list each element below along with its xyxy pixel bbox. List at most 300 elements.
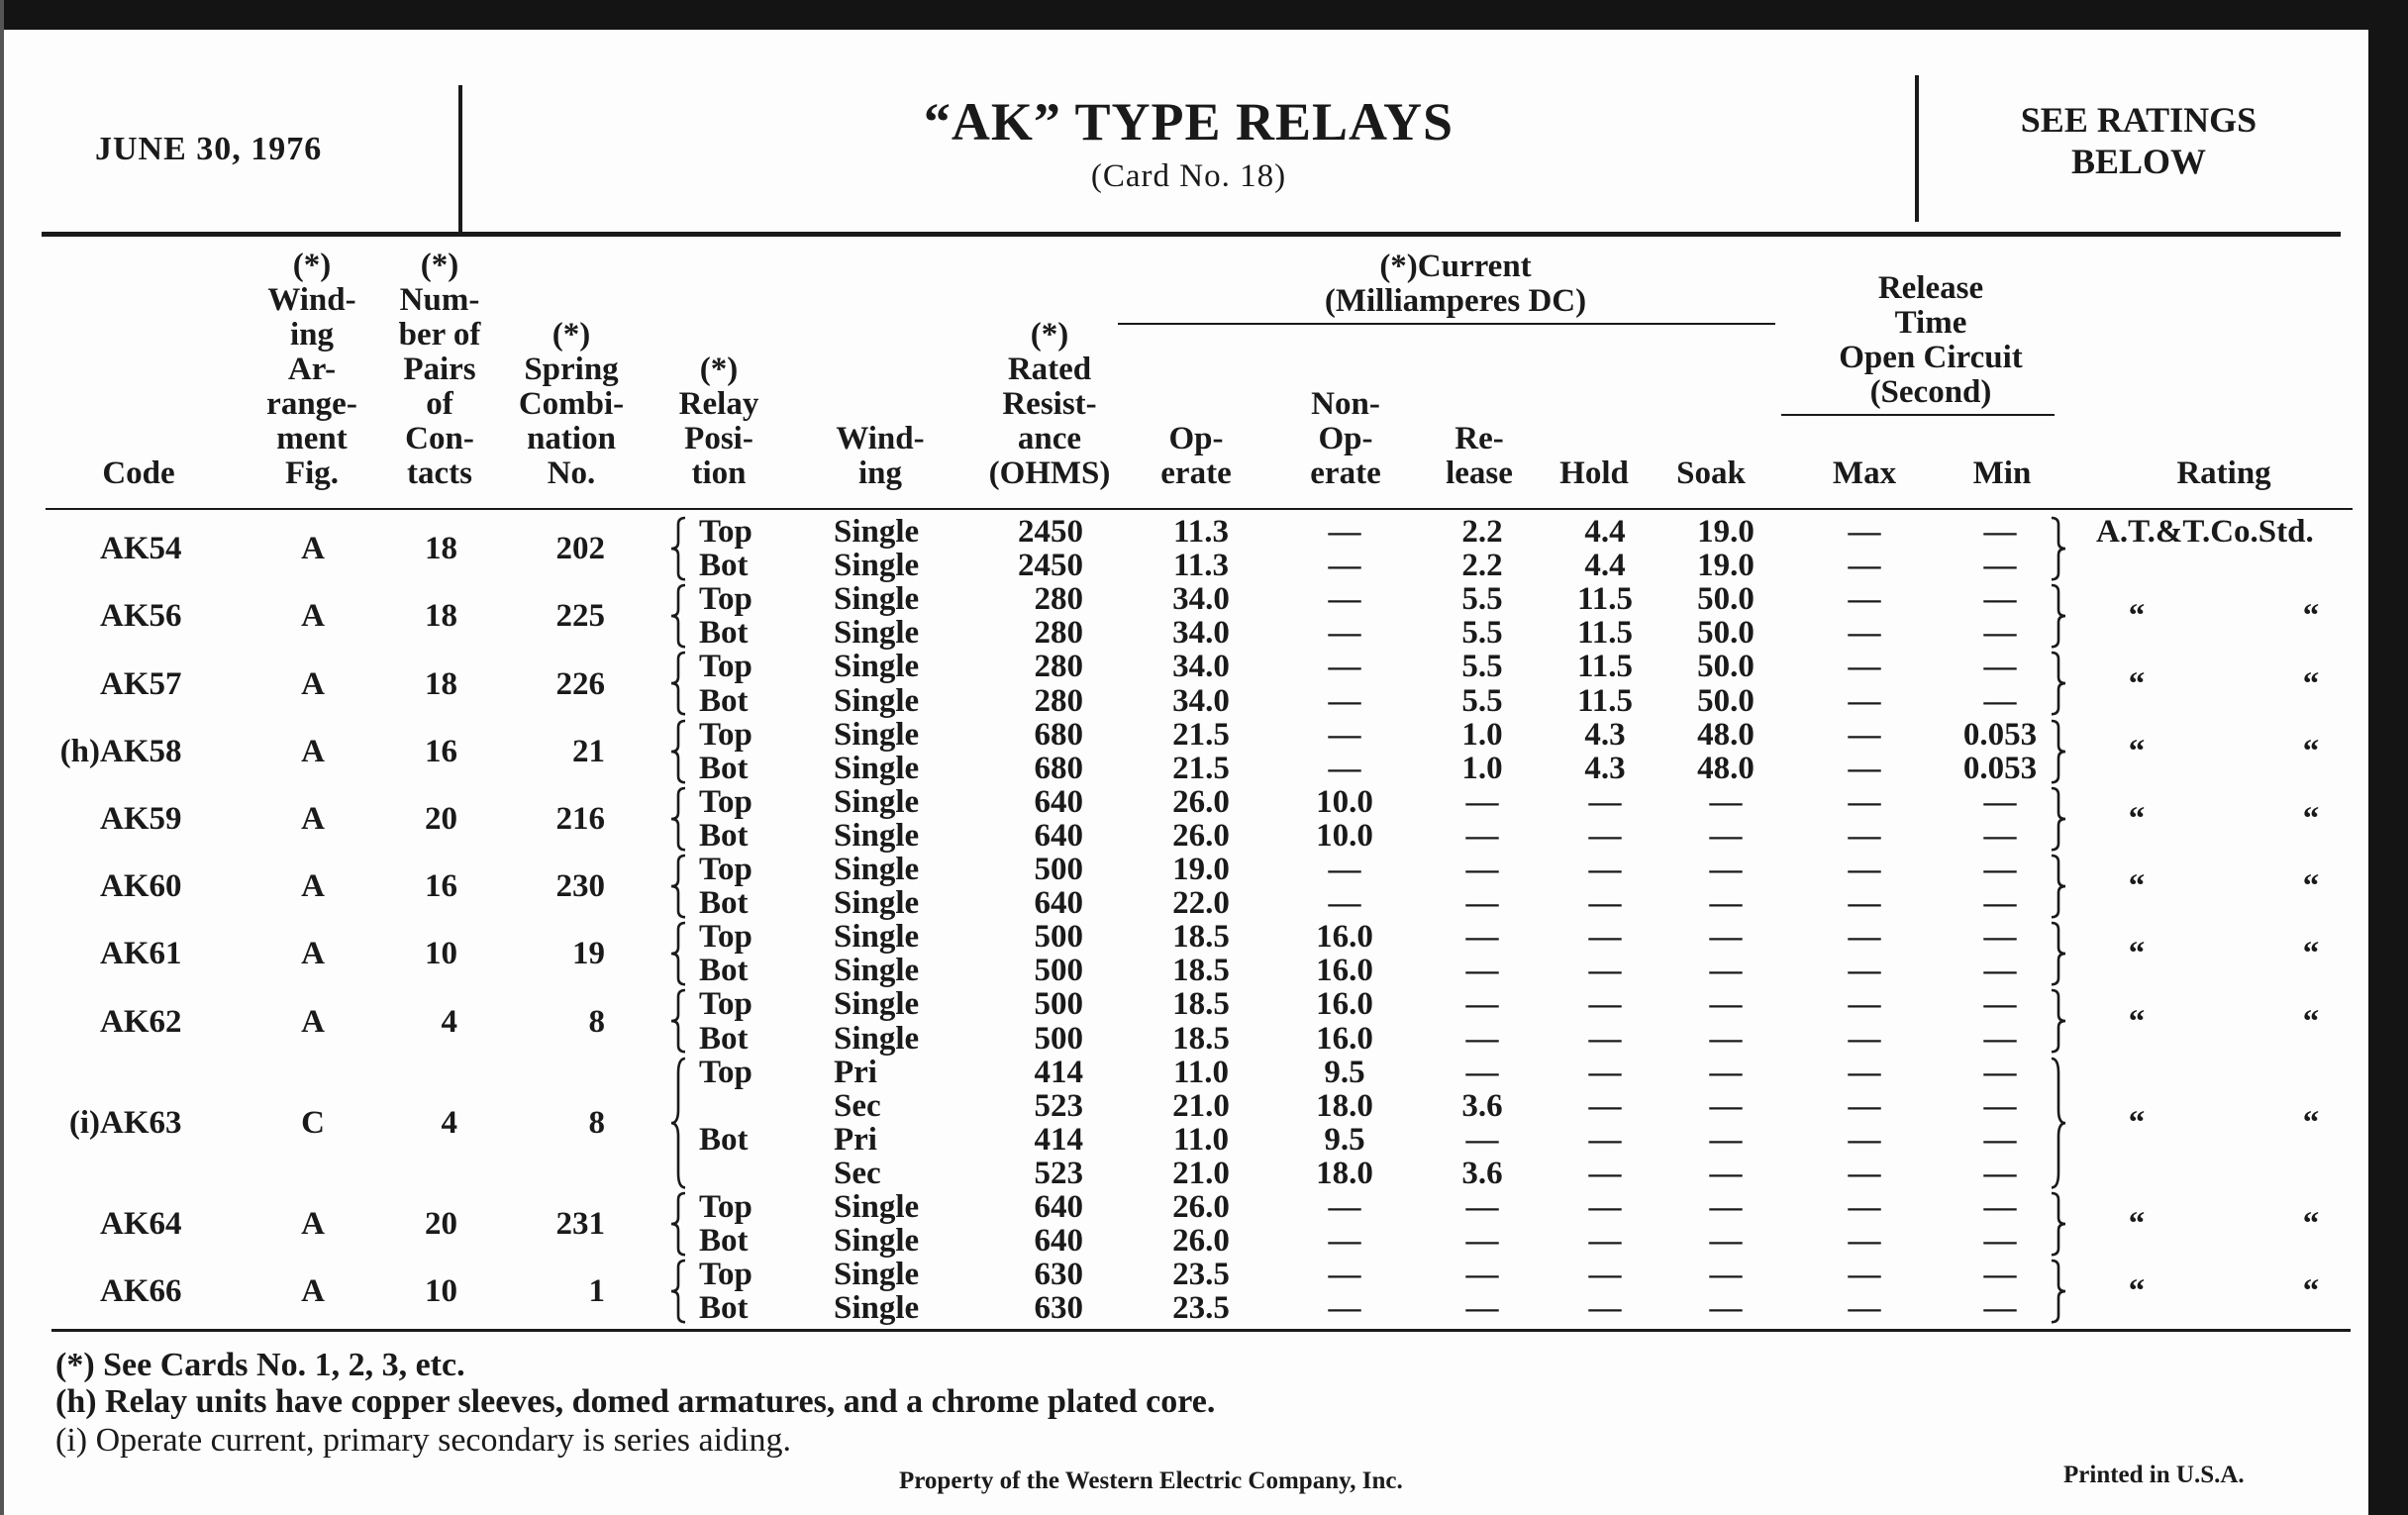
cell-soak: 50.0 xyxy=(1697,615,1755,652)
rating-ditto: “ xyxy=(2302,936,2320,972)
winding-arrangement-fig: A xyxy=(301,598,325,635)
cell-pos: Top xyxy=(699,581,752,618)
cell-hold: — xyxy=(1588,1189,1622,1225)
cell-hold: — xyxy=(1588,1257,1622,1293)
column-header-line: (*) xyxy=(552,317,591,353)
column-header-line: No. xyxy=(547,455,596,491)
column-header-line: (*) xyxy=(292,248,332,283)
column-header-line: (OHMS) xyxy=(988,455,1111,491)
winding-arrangement-fig: A xyxy=(301,733,325,769)
cell-resist: 500 xyxy=(1034,1020,1083,1057)
cell-winding: Single xyxy=(834,750,920,786)
contact-pairs: 4 xyxy=(441,1003,457,1040)
column-header-line: (Milliamperes DC) xyxy=(1324,283,1587,319)
cell-release: 1.0 xyxy=(1461,716,1503,753)
cell-winding: Single xyxy=(834,919,920,956)
cell-operate: 22.0 xyxy=(1172,885,1230,922)
column-header-current-group xyxy=(1325,250,1586,319)
cell-min: — xyxy=(1983,649,2017,685)
column-header-line: Min xyxy=(1972,455,2032,491)
cell-soak: — xyxy=(1709,1155,1743,1191)
cell-resist: 500 xyxy=(1034,852,1083,887)
cell-hold: — xyxy=(1588,986,1622,1023)
cell-operate: 34.0 xyxy=(1172,682,1230,719)
cell-min: — xyxy=(1983,1020,2017,1057)
cell-min: 0.053 xyxy=(1962,750,2038,786)
spring-combination: 231 xyxy=(555,1206,605,1243)
cell-min: — xyxy=(1983,1223,2017,1260)
cell-pos: Bot xyxy=(699,615,749,652)
right-brace-icon xyxy=(2052,989,2067,1053)
see-ratings-line2: BELOW xyxy=(2070,142,2207,181)
cell-resist: 280 xyxy=(1034,682,1083,719)
relay-code: AK58 xyxy=(100,733,182,769)
see-ratings-note xyxy=(1921,99,2357,182)
column-header-soak xyxy=(1676,456,1746,491)
column-header-line: ing xyxy=(857,455,903,491)
column-header-winding-arrangement xyxy=(266,249,357,491)
cell-release: 2.2 xyxy=(1461,548,1503,584)
column-header-line: Time xyxy=(1894,305,1967,341)
cell-resist: 640 xyxy=(1034,885,1083,922)
cell-soak: — xyxy=(1709,1121,1743,1158)
cell-release: — xyxy=(1465,986,1499,1023)
current-group-rule xyxy=(1118,323,1775,325)
cell-hold: — xyxy=(1588,783,1622,820)
cell-operate: 34.0 xyxy=(1172,615,1230,652)
cell-operate: 26.0 xyxy=(1172,783,1230,820)
column-header-line: ment xyxy=(276,421,348,456)
cell-min: — xyxy=(1983,1155,2017,1191)
spring-combination: 21 xyxy=(572,733,605,769)
contact-pairs: 10 xyxy=(425,936,457,972)
cell-max: — xyxy=(1848,750,1881,786)
cell-max: — xyxy=(1848,852,1881,887)
column-header-line: Release xyxy=(1877,270,1984,306)
cell-soak: — xyxy=(1709,1054,1743,1090)
cell-winding: Single xyxy=(834,514,920,550)
cell-operate: 11.0 xyxy=(1173,1054,1229,1090)
column-header-line: Re- xyxy=(1455,421,1504,456)
cell-winding: Pri xyxy=(834,1054,877,1090)
rating-ditto: “ xyxy=(2128,1273,2146,1310)
cell-release: — xyxy=(1465,1121,1499,1158)
cell-hold: — xyxy=(1588,919,1622,956)
right-brace-icon xyxy=(2052,1192,2067,1256)
cell-pos: Bot xyxy=(699,1020,749,1057)
cell-min: — xyxy=(1983,783,2017,820)
cell-max: — xyxy=(1848,1020,1881,1057)
column-header-line: Op- xyxy=(1168,421,1224,456)
rating-ditto: “ xyxy=(2128,800,2146,837)
cell-release: — xyxy=(1465,1189,1499,1225)
left-brace-icon xyxy=(671,584,687,648)
cell-pos: Bot xyxy=(699,750,749,786)
cell-nonop: 9.5 xyxy=(1324,1121,1365,1158)
cell-pos: Bot xyxy=(699,953,749,989)
column-header-resistance xyxy=(989,318,1111,491)
cell-soak: 48.0 xyxy=(1697,750,1755,786)
cell-resist: 280 xyxy=(1034,615,1083,652)
right-brace-icon xyxy=(2052,922,2067,985)
cell-min: — xyxy=(1983,1189,2017,1225)
see-ratings-line1: SEE RATINGS xyxy=(2020,100,2258,140)
relay-code: AK62 xyxy=(100,1003,182,1040)
column-header-line: (Second) xyxy=(1869,374,1992,410)
cell-nonop: — xyxy=(1328,1223,1361,1260)
cell-hold: 11.5 xyxy=(1577,682,1633,719)
cell-nonop: — xyxy=(1328,750,1361,786)
cell-soak: 19.0 xyxy=(1697,514,1755,550)
relay-code: AK60 xyxy=(100,868,182,905)
cell-operate: 11.3 xyxy=(1173,548,1229,584)
cell-resist: 523 xyxy=(1034,1087,1083,1124)
cell-min: — xyxy=(1983,852,2017,887)
cell-pos: Bot xyxy=(699,682,749,719)
cell-operate: 21.5 xyxy=(1172,716,1230,753)
cell-hold: 11.5 xyxy=(1577,581,1633,618)
cell-hold: 11.5 xyxy=(1577,649,1633,685)
cell-winding: Single xyxy=(834,986,920,1023)
cell-hold: 4.4 xyxy=(1584,514,1626,550)
cell-max: — xyxy=(1848,649,1881,685)
printed-in-usa: Printed in U.S.A. xyxy=(2063,1462,2245,1488)
cell-max: — xyxy=(1848,1223,1881,1260)
cell-max: — xyxy=(1848,1155,1881,1191)
contact-pairs: 16 xyxy=(425,868,457,905)
column-header-line: tacts xyxy=(407,455,472,491)
column-header-line: Rated xyxy=(1007,352,1092,387)
winding-arrangement-fig: A xyxy=(301,665,325,702)
cell-release: 5.5 xyxy=(1461,615,1503,652)
rating-ditto: “ xyxy=(2302,1003,2320,1040)
property-notice: Property of the Western Electric Company, Inc. xyxy=(899,1467,1403,1494)
column-header-line: (*) xyxy=(1030,317,1069,353)
spring-combination: 1 xyxy=(588,1273,605,1310)
cell-pos: Bot xyxy=(699,1121,749,1158)
left-brace-icon xyxy=(671,517,687,580)
cell-hold: 4.4 xyxy=(1584,548,1626,584)
column-header-line: Spring xyxy=(524,352,619,387)
cell-winding: Pri xyxy=(834,1121,877,1158)
cell-soak: — xyxy=(1709,885,1743,922)
cell-hold: — xyxy=(1588,1054,1622,1090)
cell-pos: Top xyxy=(699,1054,752,1090)
column-header-line: Hold xyxy=(1559,455,1629,491)
spring-combination: 230 xyxy=(555,868,605,905)
footnote-i: (i) Operate current, primary secondary is series aiding. xyxy=(55,1422,791,1459)
cell-winding: Single xyxy=(834,682,920,719)
cell-hold: 4.3 xyxy=(1584,750,1626,786)
cell-release: 3.6 xyxy=(1461,1155,1503,1191)
rating-ditto: “ xyxy=(2128,936,2146,972)
cell-nonop: 10.0 xyxy=(1316,817,1373,854)
cell-max: — xyxy=(1848,514,1881,550)
cell-release: 2.2 xyxy=(1461,514,1503,550)
cell-release: — xyxy=(1465,817,1499,854)
winding-arrangement-fig: A xyxy=(301,531,325,567)
footnote-h: (h) Relay units have copper sleeves, domed armatures, and a chrome plated core. xyxy=(55,1383,1216,1420)
cell-resist: 640 xyxy=(1034,1189,1083,1225)
column-header-nonoperate xyxy=(1310,387,1380,491)
cell-winding: Sec xyxy=(834,1087,881,1124)
column-header-min xyxy=(1973,456,2032,491)
cell-max: — xyxy=(1848,1290,1881,1327)
relay-code: AK56 xyxy=(100,598,182,635)
relay-code: AK54 xyxy=(100,531,182,567)
cell-release: — xyxy=(1465,852,1499,887)
left-brace-icon xyxy=(671,1192,687,1256)
column-header-pairs xyxy=(399,249,481,491)
cell-nonop: — xyxy=(1328,581,1361,618)
cell-soak: — xyxy=(1709,1290,1743,1327)
cell-hold: — xyxy=(1588,1155,1622,1191)
column-header-line: Ar- xyxy=(287,352,337,387)
cell-pos: Top xyxy=(699,716,752,753)
column-header-line: Resist- xyxy=(1002,386,1097,422)
cell-pos: Top xyxy=(699,919,752,956)
column-header-release-time-group xyxy=(1839,271,2022,410)
column-header-line: Rating xyxy=(2176,455,2271,491)
column-header-line: Combi- xyxy=(518,386,625,422)
cell-max: — xyxy=(1848,1054,1881,1090)
left-brace-icon xyxy=(671,720,687,783)
cell-min: — xyxy=(1983,1121,2017,1158)
rating-ditto: “ xyxy=(2302,1273,2320,1310)
cell-min: — xyxy=(1983,581,2017,618)
column-header-line: Num- xyxy=(399,282,480,318)
cell-max: — xyxy=(1848,581,1881,618)
scan-border-top xyxy=(0,0,2408,30)
cell-max: — xyxy=(1848,1257,1881,1293)
cell-winding: Single xyxy=(834,581,920,618)
right-brace-icon xyxy=(2052,1260,2067,1323)
cell-min: — xyxy=(1983,682,2017,719)
left-brace-icon xyxy=(671,989,687,1053)
cell-soak: 50.0 xyxy=(1697,649,1755,685)
left-brace-icon xyxy=(671,1058,687,1188)
cell-max: — xyxy=(1848,682,1881,719)
cell-nonop: 18.0 xyxy=(1316,1155,1373,1191)
column-header-code xyxy=(102,456,174,491)
cell-nonop: 18.0 xyxy=(1316,1087,1373,1124)
cell-max: — xyxy=(1848,919,1881,956)
cell-operate: 18.5 xyxy=(1172,1020,1230,1057)
column-header-line: Relay xyxy=(678,386,759,422)
cell-soak: — xyxy=(1709,986,1743,1023)
release-time-group-rule xyxy=(1781,414,2055,416)
cell-operate: 21.0 xyxy=(1172,1087,1230,1124)
cell-min: — xyxy=(1983,548,2017,584)
cell-winding: Single xyxy=(834,1257,920,1293)
cell-pos: Bot xyxy=(699,885,749,922)
cell-nonop: — xyxy=(1328,885,1361,922)
left-brace-icon xyxy=(671,922,687,985)
cell-release: 1.0 xyxy=(1461,750,1503,786)
column-header-line: tion xyxy=(691,455,747,491)
footnote-asterisk: (*) See Cards No. 1, 2, 3, etc. xyxy=(55,1347,465,1383)
winding-arrangement-fig: A xyxy=(301,1003,325,1040)
cell-operate: 26.0 xyxy=(1172,1223,1230,1260)
column-header-line: (*)Current xyxy=(1379,249,1532,284)
cell-operate: 18.5 xyxy=(1172,919,1230,956)
cell-hold: 11.5 xyxy=(1577,615,1633,652)
cell-winding: Sec xyxy=(834,1155,881,1191)
column-header-line: Wind- xyxy=(836,421,925,456)
cell-operate: 11.3 xyxy=(1173,514,1229,550)
spring-combination: 8 xyxy=(588,1104,605,1141)
cell-release: — xyxy=(1465,1223,1499,1260)
scan-border-left xyxy=(0,0,4,1515)
cell-release: 3.6 xyxy=(1461,1087,1503,1124)
rating-ditto: “ xyxy=(2128,733,2146,769)
rating-ditto: “ xyxy=(2128,665,2146,702)
winding-arrangement-fig: A xyxy=(301,1273,325,1310)
cell-hold: — xyxy=(1588,1290,1622,1327)
cell-winding: Single xyxy=(834,783,920,820)
cell-nonop: — xyxy=(1328,548,1361,584)
cell-nonop: — xyxy=(1328,852,1361,887)
cell-winding: Single xyxy=(834,1020,920,1057)
relay-code: AK61 xyxy=(100,936,182,972)
column-header-line: range- xyxy=(266,386,357,422)
winding-arrangement-fig: A xyxy=(301,936,325,972)
cell-pos: Top xyxy=(699,986,752,1023)
cell-hold: — xyxy=(1588,1020,1622,1057)
column-header-line: ance xyxy=(1017,421,1082,456)
column-header-line: (*) xyxy=(420,248,459,283)
column-header-relay-position xyxy=(679,353,759,491)
card-number: (Card No. 18) xyxy=(1090,158,1287,194)
cell-winding: Single xyxy=(834,1290,920,1327)
cell-min: — xyxy=(1983,885,2017,922)
column-header-line: Op- xyxy=(1318,421,1373,456)
cell-release: — xyxy=(1465,1054,1499,1090)
cell-min: — xyxy=(1983,1054,2017,1090)
cell-soak: — xyxy=(1709,1189,1743,1225)
cell-winding: Single xyxy=(834,716,920,753)
spring-combination: 8 xyxy=(588,1003,605,1040)
winding-arrangement-fig: C xyxy=(301,1104,325,1141)
right-brace-icon xyxy=(2052,1058,2067,1188)
contact-pairs: 18 xyxy=(425,665,457,702)
column-header-line: Posi- xyxy=(684,421,753,456)
cell-max: — xyxy=(1848,1189,1881,1225)
column-header-line: ber of xyxy=(398,317,481,353)
cell-min: — xyxy=(1983,1257,2017,1293)
rating-ditto: “ xyxy=(2302,800,2320,837)
cell-resist: 630 xyxy=(1034,1257,1083,1293)
column-header-line: lease xyxy=(1446,455,1513,491)
cell-release: 5.5 xyxy=(1461,682,1503,719)
card-date: JUNE 30, 1976 xyxy=(95,131,323,167)
cell-operate: 19.0 xyxy=(1172,852,1230,887)
cell-release: 5.5 xyxy=(1461,581,1503,618)
cell-max: — xyxy=(1848,1087,1881,1124)
cell-resist: 280 xyxy=(1034,581,1083,618)
cell-min: 0.053 xyxy=(1962,716,2038,753)
rating-ditto: “ xyxy=(2302,665,2320,702)
rating-ditto: “ xyxy=(2302,868,2320,905)
column-header-winding xyxy=(836,422,924,491)
cell-resist: 640 xyxy=(1034,1223,1083,1260)
contact-pairs: 18 xyxy=(425,598,457,635)
cell-operate: 26.0 xyxy=(1172,817,1230,854)
cell-soak: — xyxy=(1709,1087,1743,1124)
scan-border-right xyxy=(2368,0,2408,1515)
cell-nonop: — xyxy=(1328,716,1361,753)
cell-release: — xyxy=(1465,1020,1499,1057)
spring-combination: 226 xyxy=(555,665,605,702)
table-bottom-rule xyxy=(51,1329,2351,1332)
contact-pairs: 18 xyxy=(425,531,457,567)
cell-nonop: — xyxy=(1328,1290,1361,1327)
right-brace-icon xyxy=(2052,652,2067,715)
cell-nonop: 16.0 xyxy=(1316,953,1373,989)
cell-pos: Top xyxy=(699,1189,752,1225)
column-header-line: erate xyxy=(1160,455,1232,491)
rating-ditto: “ xyxy=(2128,1206,2146,1243)
cell-hold: — xyxy=(1588,1087,1622,1124)
cell-soak: 19.0 xyxy=(1697,548,1755,584)
cell-operate: 34.0 xyxy=(1172,581,1230,618)
code-footnote-marker: (h) xyxy=(59,733,100,769)
cell-hold: — xyxy=(1588,1223,1622,1260)
cell-release: — xyxy=(1465,783,1499,820)
cell-soak: 50.0 xyxy=(1697,682,1755,719)
cell-nonop: 10.0 xyxy=(1316,783,1373,820)
cell-resist: 630 xyxy=(1034,1290,1083,1327)
cell-max: — xyxy=(1848,615,1881,652)
cell-pos: Top xyxy=(699,852,752,887)
cell-hold: — xyxy=(1588,852,1622,887)
cell-soak: — xyxy=(1709,1257,1743,1293)
left-brace-icon xyxy=(671,1260,687,1323)
cell-min: — xyxy=(1983,919,2017,956)
cell-release: — xyxy=(1465,919,1499,956)
cell-min: — xyxy=(1983,1290,2017,1327)
spring-combination: 216 xyxy=(555,800,605,837)
cell-release: — xyxy=(1465,953,1499,989)
cell-winding: Single xyxy=(834,649,920,685)
cell-operate: 11.0 xyxy=(1173,1121,1229,1158)
spring-combination: 202 xyxy=(555,531,605,567)
column-header-line: Max xyxy=(1832,455,1897,491)
cell-soak: — xyxy=(1709,783,1743,820)
cell-min: — xyxy=(1983,953,2017,989)
cell-winding: Single xyxy=(834,885,920,922)
column-header-line: Con- xyxy=(405,421,474,456)
cell-release: — xyxy=(1465,1290,1499,1327)
cell-min: — xyxy=(1983,817,2017,854)
cell-resist: 500 xyxy=(1034,953,1083,989)
cell-soak: 50.0 xyxy=(1697,581,1755,618)
column-header-rating xyxy=(2176,456,2270,491)
spring-combination: 19 xyxy=(572,936,605,972)
cell-resist: 500 xyxy=(1034,919,1083,956)
cell-pos: Top xyxy=(699,783,752,820)
cell-min: — xyxy=(1983,1087,2017,1124)
contact-pairs: 20 xyxy=(425,1206,457,1243)
spring-combination: 225 xyxy=(555,598,605,635)
column-header-line: ing xyxy=(289,317,335,353)
relay-code: AK63 xyxy=(100,1104,182,1141)
cell-max: — xyxy=(1848,548,1881,584)
rating-ditto: “ xyxy=(2302,1206,2320,1243)
relay-code: AK64 xyxy=(100,1206,182,1243)
cell-release: — xyxy=(1465,1257,1499,1293)
column-header-line: Soak xyxy=(1676,455,1746,491)
